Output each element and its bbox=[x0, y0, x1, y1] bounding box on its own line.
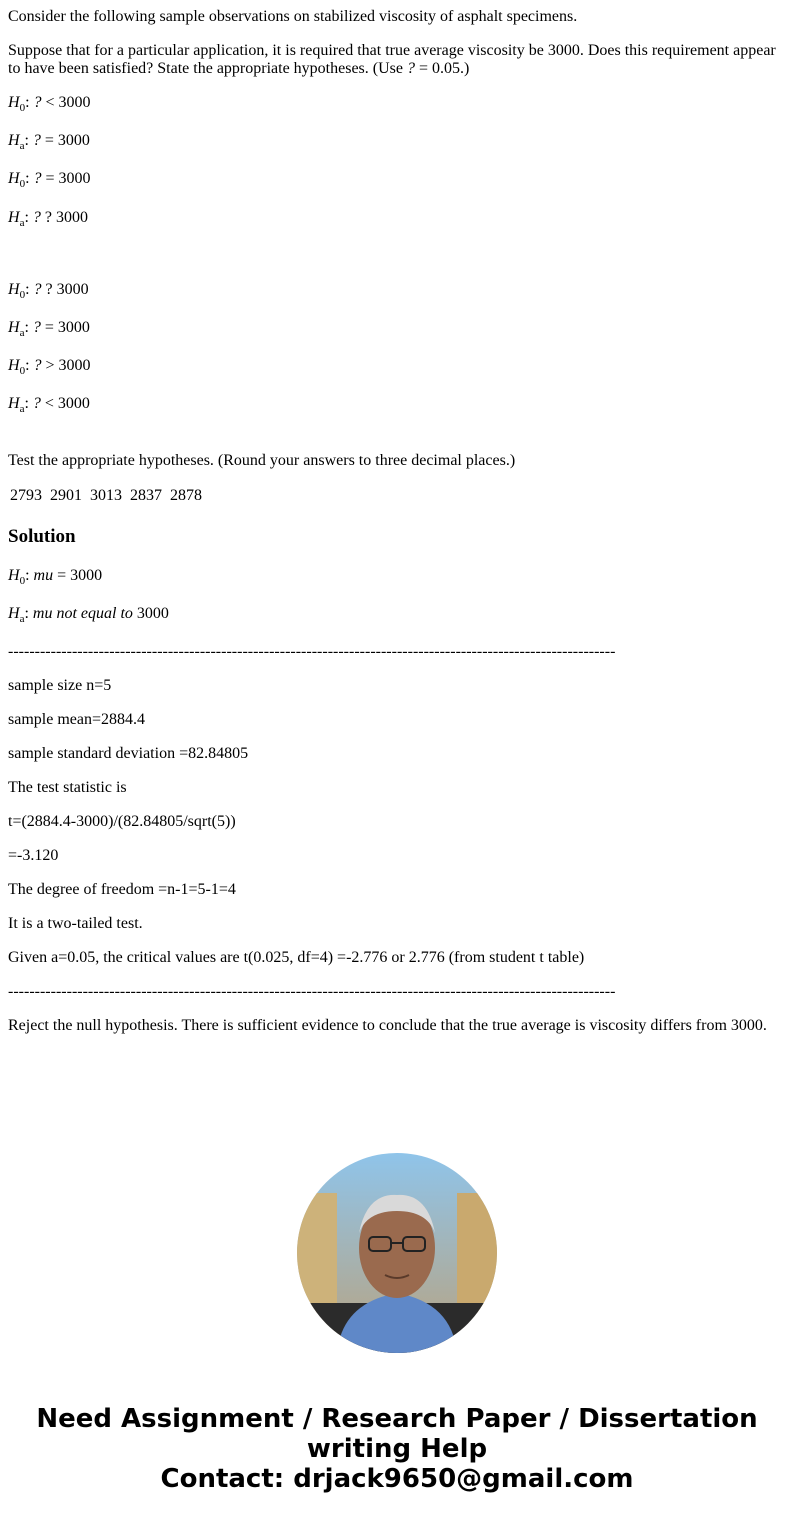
solution-step: =-3.120 bbox=[8, 847, 59, 864]
promo-line: Need Assignment / Research Paper / Dissertation bbox=[36, 1404, 758, 1434]
option-2-alt: $H_a$: ? ? 3000 bbox=[8, 209, 89, 229]
solution-null-hypothesis: $H_0$: mu = 3000 bbox=[8, 567, 103, 587]
observations-row bbox=[8, 487, 208, 505]
option-3-alt: $H_a$: ? = 3000 bbox=[8, 319, 90, 339]
observation-cell: 2793 bbox=[10, 487, 42, 504]
question-prompt bbox=[8, 42, 786, 78]
solution-step: sample mean=2884.4 bbox=[8, 711, 145, 728]
observation-cell: 2901 bbox=[50, 487, 82, 504]
observation-cell: 3013 bbox=[90, 487, 122, 504]
solution-step: The degree of freedom =n-1=5-1=4 bbox=[8, 881, 236, 898]
avatar bbox=[297, 1153, 497, 1353]
solution-step: sample standard deviation =82.84805 bbox=[8, 745, 249, 762]
solution-heading: Solution bbox=[8, 526, 76, 547]
option-2-null: $H_0$: ? = 3000 bbox=[8, 170, 91, 190]
promo-banner bbox=[0, 1404, 794, 1494]
author-portrait-icon bbox=[297, 1153, 497, 1353]
option-1-null: $H_0$: ? < 3000 bbox=[8, 94, 91, 114]
solution-step: The test statistic is bbox=[8, 779, 127, 796]
solution-step: sample size n=5 bbox=[8, 677, 112, 694]
option-3-null: $H_0$: ? ? 3000 bbox=[8, 281, 89, 301]
option-1-alt: $H_a$: ? = 3000 bbox=[8, 132, 90, 152]
solution-step: Given a=0.05, the critical values are t(0.025, df=4) =-2.776 or 2.776 (from student t table) bbox=[8, 949, 585, 966]
alpha-symbol: ? bbox=[406, 60, 415, 77]
question-intro: Consider the following sample observations on stabilized viscosity of asphalt specimens. bbox=[8, 8, 578, 25]
option-4-alt: $H_a$: ? < 3000 bbox=[8, 395, 90, 415]
promo-line: writing Help bbox=[306, 1434, 488, 1464]
divider: ------------------------------------------------------------------------------------------------------------------ bbox=[8, 983, 616, 1000]
solution-step: It is a two-tailed test. bbox=[8, 915, 143, 932]
solution-alt-hypothesis: $H_a$: mu not equal to 3000 bbox=[8, 605, 169, 625]
alpha-value: = 0.05.) bbox=[418, 60, 470, 77]
observation-cell: 2878 bbox=[170, 487, 202, 504]
prompt-text: Suppose that for a particular application, it is required that true average viscosity be 3000. Does this requirement appear to have been satisfied? State the appropriate hypotheses. (Use bbox=[8, 42, 776, 77]
solution-conclusion: Reject the null hypothesis. There is sufficient evidence to conclude that the true average is viscosity differs from 3000. bbox=[8, 1017, 767, 1034]
promo-contact: Contact: drjack9650@gmail.com bbox=[160, 1464, 634, 1494]
observation-cell: 2837 bbox=[130, 487, 162, 504]
divider: ------------------------------------------------------------------------------------------------------------------ bbox=[8, 643, 616, 660]
option-4-null: $H_0$: ? > 3000 bbox=[8, 357, 91, 377]
solution-step: t=(2884.4-3000)/(82.84805/sqrt(5)) bbox=[8, 813, 236, 830]
test-prompt: Test the appropriate hypotheses. (Round your answers to three decimal places.) bbox=[8, 452, 516, 469]
